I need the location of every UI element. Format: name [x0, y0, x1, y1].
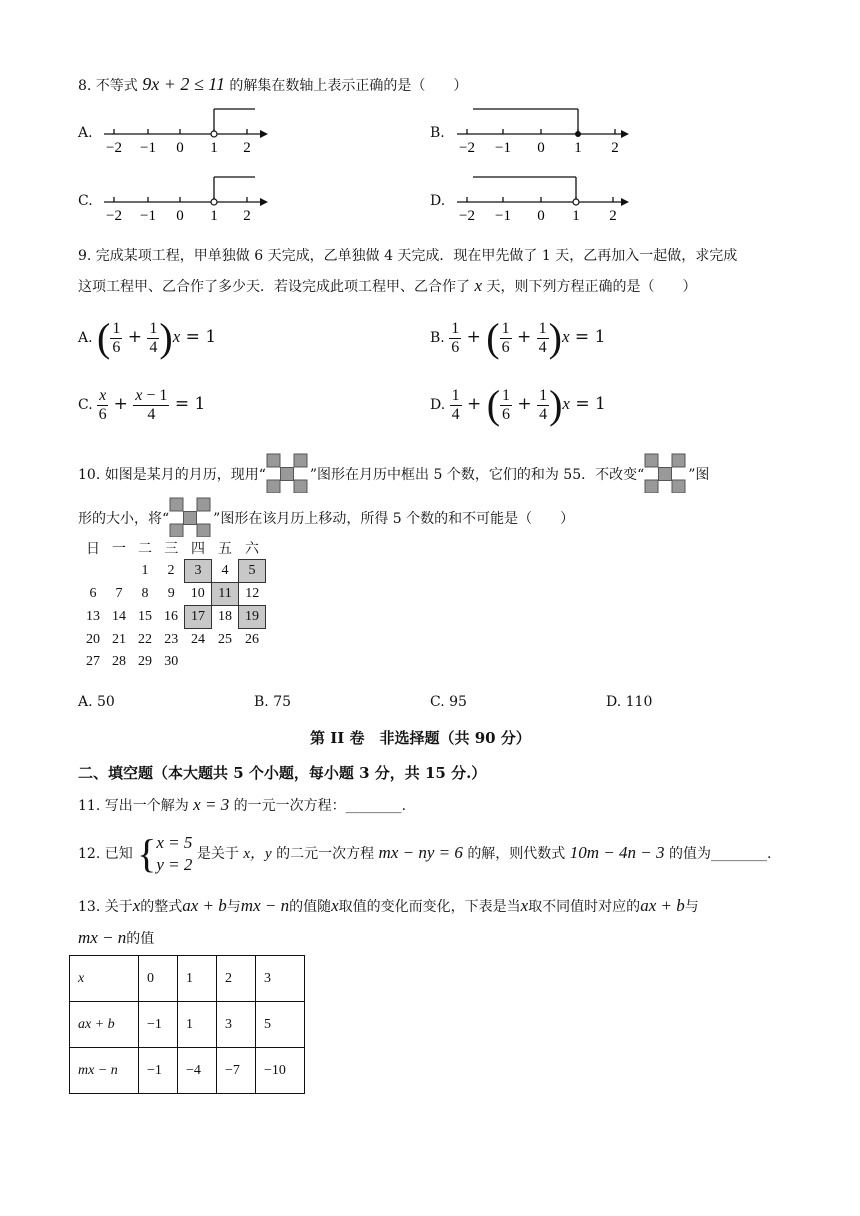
tick-label: 2	[243, 140, 251, 156]
calendar	[80, 537, 266, 673]
q8-option-b-number-line	[453, 104, 633, 156]
calendar-day: 12	[245, 586, 260, 601]
q10-stem-line2	[78, 497, 574, 537]
calendar-day-highlighted: 3	[185, 560, 212, 583]
q9-option-b-label: B.	[430, 330, 445, 346]
calendar-day: 6	[89, 586, 97, 601]
q12-vars: x，y	[243, 846, 272, 862]
q9-option-c-label: C.	[78, 397, 93, 413]
calendar-day-highlighted: 5	[239, 560, 266, 583]
tick-label: −1	[140, 140, 156, 156]
table-cell: x	[70, 956, 139, 1002]
q13-var: x	[520, 896, 529, 915]
q8-option-a-number-line	[100, 104, 270, 156]
tick-label: 2	[609, 208, 617, 224]
table-cell: −4	[178, 1048, 217, 1094]
tick-label: 0	[537, 208, 545, 224]
q9-stem-line2	[78, 276, 696, 296]
section-title: 第 II 卷 非选择题（共 90 分）	[310, 729, 531, 747]
weekday: 日	[86, 542, 100, 558]
calendar-day	[239, 651, 266, 673]
table-cell: −1	[139, 1002, 178, 1048]
q9-stem-line1: 9. 完成某项工程，甲单独做 6 天完成，乙单独做 4 天完成．现在甲先做了 1 天，乙再加入一起做，求完成	[78, 248, 738, 264]
tick-label: −2	[459, 208, 475, 224]
q12-text: 12. 已知	[78, 846, 133, 862]
q13-text: 的整式	[140, 899, 183, 915]
q10-text: 10. 如图是某月的月历，现用“	[78, 467, 266, 483]
q9-text: 这项工程甲、乙合作了多少天．若设完成此项工程甲、乙合作了	[78, 279, 470, 295]
q11-text: 11. 写出一个解为	[78, 798, 189, 814]
calendar-day: 26	[245, 632, 259, 647]
cross-shape-icon	[644, 453, 688, 493]
q8-option-c-number-line	[100, 172, 270, 224]
q8-option-c-label: C.	[78, 193, 93, 209]
calendar-day: 28	[112, 654, 126, 669]
q8-suffix: 的解集在数轴上表示正确的是（ ）	[229, 78, 468, 94]
q12-text: 的二元一次方程	[276, 846, 375, 862]
q12-sys-eq1: x = 5	[156, 833, 193, 852]
table-cell: ax + b	[70, 1002, 139, 1048]
table-cell: 5	[256, 1002, 305, 1048]
q10-text: ”图形在该月历上移动，所得 5 个数的和不可能是（ ）	[213, 511, 575, 527]
weekday: 六	[245, 542, 259, 557]
q8-option-d-number-line	[453, 172, 633, 224]
tick-label: −2	[106, 140, 122, 156]
calendar-day: 9	[167, 586, 175, 601]
q13-text: 的值随	[289, 899, 332, 915]
calendar-day	[185, 651, 212, 673]
weekday: 一	[112, 542, 126, 558]
q13-var: x	[132, 896, 141, 915]
q13-expr: mx − n	[240, 896, 290, 915]
calendar-day: 25	[218, 631, 232, 647]
tick-label: 0	[537, 140, 545, 156]
q12-text: 的解，则代数式	[467, 846, 566, 862]
calendar-week-row	[80, 583, 266, 606]
tick-label: −2	[106, 208, 122, 224]
q12-stem: 12. 已知 { x = 5 y = 2 是关于 x，y 的二元一次方程 mx − ny = 6 的解，则代数式 10m − 4n − 3 的值为________.	[78, 831, 772, 876]
q13-value-table	[69, 955, 305, 1094]
table-cell: 3	[217, 1002, 256, 1048]
calendar-day: 1	[141, 563, 149, 578]
calendar-day: 4	[221, 562, 229, 578]
calendar-day: 18	[218, 609, 232, 625]
q10-option-a: A. 50	[78, 694, 115, 710]
tick-label: 1	[210, 208, 218, 224]
calendar-day: 30	[164, 654, 179, 669]
tick-label: −1	[140, 208, 156, 224]
q12-expression: 10m − 4n − 3	[569, 843, 665, 862]
q11-stem	[78, 795, 406, 815]
q10-option-d: D. 110	[606, 694, 653, 710]
q13-var: x	[331, 896, 339, 915]
q13-text: 与	[684, 899, 699, 915]
table-cell: 2	[217, 956, 256, 1002]
q10-option-b: B. 75	[254, 694, 292, 710]
cross-shape-icon	[266, 453, 310, 493]
calendar-day: 21	[112, 631, 126, 647]
calendar-weekday-row	[80, 537, 266, 560]
table-cell: 1	[178, 956, 217, 1002]
cross-shape-icon	[169, 497, 213, 537]
table-cell: 1	[178, 1002, 217, 1048]
tick-label: −1	[495, 208, 511, 224]
q12-sys-eq2: y = 2	[156, 855, 193, 874]
calendar-day-highlighted: 19	[239, 606, 266, 629]
calendar-day-highlighted: 17	[185, 606, 212, 629]
q8-option-d-label: D.	[430, 193, 446, 209]
calendar-day: 16	[164, 609, 178, 624]
calendar-day	[106, 560, 132, 583]
q13-stem-line1	[78, 896, 699, 916]
q9-option-b: B. $\frac{1}{6}$ + ( $\frac{1}{6}$ + $\frac{1}{4}$ )x = 1	[430, 315, 606, 360]
q8-option-a-label: A.	[78, 125, 93, 141]
tick-label: −2	[459, 140, 475, 156]
weekday: 三	[164, 542, 179, 558]
q9-text: 天，则下列方程正确的是（ ）	[486, 279, 697, 295]
table-cell: −10	[256, 1048, 305, 1094]
q13-text: 取不同值时对应的	[528, 899, 641, 915]
q12-text: 的值为________.	[668, 846, 772, 862]
q11-expr: x = 3	[193, 795, 230, 814]
q8-option-b-label: B.	[430, 125, 445, 141]
tick-label: 1	[210, 140, 218, 156]
calendar-day: 14	[112, 609, 126, 624]
calendar-day: 22	[138, 631, 152, 647]
q12-text: 是关于	[196, 846, 239, 862]
q13-text: 取值的变化而变化，下表是当	[338, 899, 521, 915]
calendar-day	[80, 560, 106, 583]
calendar-week-row	[80, 606, 266, 629]
tick-label: 2	[243, 208, 251, 224]
q10-stem-line1	[78, 453, 709, 493]
calendar-day: 13	[86, 609, 100, 624]
q13-text: 13. 关于	[78, 899, 133, 915]
q12-equation: mx − ny = 6	[378, 843, 463, 862]
tick-label: −1	[495, 140, 511, 156]
calendar-day: 23	[164, 631, 179, 647]
table-cell: mx − n	[70, 1048, 139, 1094]
calendar-day: 24	[191, 632, 205, 647]
q10-option-c: C. 95	[430, 694, 467, 710]
q9-option-a-label: A.	[78, 330, 93, 346]
q9-option-c: C. $\frac{x}{6}$ + $\frac{x - 1}{4}$ = 1	[78, 386, 206, 423]
q13-text: 与	[226, 899, 241, 915]
q10-text: 形的大小，将“	[78, 511, 170, 527]
weekday: 二	[138, 542, 152, 558]
q11-text: 的一元一次方程：________.	[233, 798, 407, 814]
q13-expr: mx − n	[78, 928, 127, 947]
q13-text: 的值	[126, 931, 155, 947]
table-row	[70, 1002, 305, 1048]
q12-system	[156, 832, 192, 876]
table-cell: 0	[139, 956, 178, 1002]
table-cell: −1	[139, 1048, 178, 1094]
table-cell: −7	[217, 1048, 256, 1094]
calendar-day: 10	[190, 586, 205, 601]
calendar-week-row	[80, 651, 266, 673]
tick-label: 2	[611, 140, 619, 156]
q13-stem-line2	[78, 928, 154, 948]
calendar-week-row	[80, 560, 266, 583]
q9-option-d: D. $\frac{1}{4}$ + ( $\frac{1}{6}$ + $\frac{1}{4}$ )x = 1	[430, 382, 606, 427]
q10-text: ”图形在月历中框出 5 个数，它们的和为 55．不改变“	[309, 467, 645, 483]
q9-option-d-label: D.	[430, 397, 446, 413]
tick-label: 1	[572, 208, 580, 224]
table-row	[70, 1048, 305, 1094]
table-row	[70, 956, 305, 1002]
q8-prefix: 8. 不等式	[78, 78, 138, 94]
q13-expr: ax + b	[182, 896, 227, 915]
q8-stem	[78, 74, 467, 95]
q9-option-a: A. ( $\frac{1}{6}$ + $\frac{1}{4}$ )x = 1	[78, 315, 217, 360]
calendar-day: 15	[138, 609, 152, 624]
calendar-day: 20	[86, 631, 100, 647]
q9-var: x	[474, 276, 482, 295]
tick-label: 1	[574, 140, 582, 156]
weekday: 五	[218, 542, 232, 558]
tick-label: 0	[176, 140, 184, 156]
tick-label: 0	[176, 208, 184, 224]
calendar-day: 8	[141, 586, 149, 601]
table-cell: 3	[256, 956, 305, 1002]
calendar-day: 27	[86, 654, 100, 669]
q8-inequality: 9x + 2 ≤ 11	[142, 74, 225, 94]
calendar-week-row	[80, 629, 266, 652]
calendar-day-highlighted: 11	[212, 583, 239, 606]
weekday: 四	[191, 542, 205, 557]
calendar-day: 29	[138, 654, 152, 669]
calendar-day: 7	[115, 586, 123, 601]
part-heading: 二、填空题（本大题共 5 个小题，每小题 3 分，共 15 分.）	[78, 764, 487, 782]
q10-text: ”图	[688, 467, 710, 483]
calendar-day	[212, 651, 239, 673]
calendar-day: 2	[167, 563, 175, 578]
q13-expr: ax + b	[640, 896, 685, 915]
